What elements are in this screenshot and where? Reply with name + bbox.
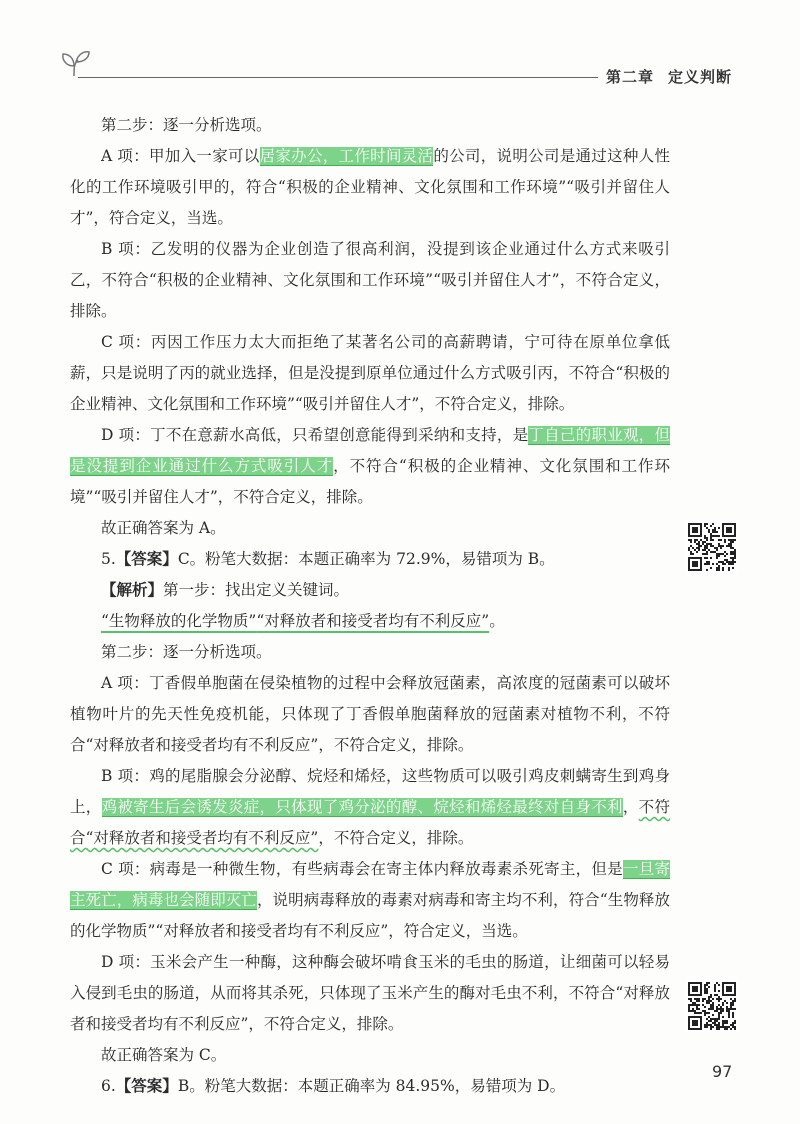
q4-answer: 故正确答案为 A。 [101, 519, 226, 537]
q5-analysis-line: 【解析】第一步：找出定义关键词。 [101, 581, 350, 599]
chapter-title: 第二章 定义判断 [606, 68, 733, 86]
q5-option-b: B 项：鸡的尾脂腺会分泌醇、烷烃和烯烃，这些物质可以吸引鸡皮刺螨寄生到鸡身上，鸡被寄生后会诱发炎症，只体现了鸡分泌的醇、烷烃和烯烃最终对自身不利，不符合“对释放者和接受者均有不利反应”，不符合定义，排除。 [70, 767, 670, 847]
q5-option-c: C 项：病毒是一种微生物，有些病毒会在寄主体内释放毒素杀死寄主，但是一旦寄主死亡，病毒也会随即灭亡，说明病毒释放的毒素对病毒和寄主均不利，符合“生物释放的化学物质”“对释放者和接受者均有不利反应”，符合定义，当选。 [70, 860, 670, 940]
q5-step2: 第二步：逐一分析选项。 [101, 643, 272, 661]
qr-code-icon[interactable] [686, 521, 738, 573]
highlight: 丁自己的职业观，但是没提到企业通过什么方式吸引人才 [70, 426, 670, 475]
q4-option-a: A 项：甲加入一家可以居家办公，工作时间灵活的公司，说明公司是通过这种人性化的工作环境吸引甲的，符合“积极的企业精神、文化氛围和工作环境”“吸引并留住人才”，符合定义，当选。 [70, 147, 670, 227]
qr-code-icon[interactable] [686, 980, 738, 1032]
answer-tag: 【答案】 [115, 1077, 178, 1095]
q4-option-c: C 项：丙因工作压力太大而拒绝了某著名公司的高薪聘请，宁可待在原单位拿低薪，只是说明了丙的就业选择，但是没提到原单位通过什么方式吸引丙，不符合“积极的企业精神、文化氛围和工作环境”“吸引并留住人才”，不符合定义，排除。 [70, 333, 670, 413]
q6-answer-line: 6.【答案】B。粉笔大数据：本题正确率为 84.95%，易错项为 D。 [101, 1077, 566, 1095]
page-number: 97 [712, 1062, 733, 1081]
q5-option-a: A 项：丁香假单胞菌在侵染植物的过程中会释放冠菌素，高浓度的冠菌素可以破坏植物叶片的先天性免疫机能，只体现了丁香假单胞菌释放的冠菌素对植物不利，不符合“对释放者和接受者均有不利反应”，不符合定义，排除。 [70, 674, 670, 754]
leaf-sprout-icon [56, 46, 92, 78]
q5-answer-line: 5.【答案】C。粉笔大数据：本题正确率为 72.9%，易错项为 B。 [101, 550, 555, 568]
page-body [70, 110, 670, 1102]
answer-tag: 【答案】 [115, 550, 178, 568]
q5-option-d: D 项：玉米会产生一种酶，这种酶会破坏啃食玉米的毛虫的肠道，让细菌可以轻易入侵到毛虫的肠道，从而将其杀死，只体现了玉米产生的酶对毛虫不利，不符合“对释放者和接受者均有不利反应”，不符合定义，排除。 [70, 953, 670, 1033]
highlight: 居家办公，工作时间灵活 [259, 147, 434, 165]
q5-answer: 故正确答案为 C。 [101, 1046, 227, 1064]
q4-step2: 第二步：逐一分析选项。 [101, 116, 272, 134]
highlight: 鸡被寄生后会诱发炎症，只体现了鸡分泌的醇、烷烃和烯烃最终对自身不利 [101, 798, 623, 816]
header-rule [78, 77, 598, 78]
analysis-tag: 【解析】 [101, 581, 164, 599]
q5-keywords: “生物释放的化学物质”“对释放者和接受者均有不利反应”。 [101, 612, 505, 630]
q4-option-b: B 项：乙发明的仪器为企业创造了很高利润，没提到该企业通过什么方式来吸引乙，不符合“积极的企业精神、文化氛围和工作环境”“吸引并留住人才”，不符合定义，排除。 [70, 240, 670, 320]
page-header [0, 0, 800, 100]
q4-option-d: D 项：丁不在意薪水高低，只希望创意能得到采纳和支持，是丁自己的职业观，但是没提到企业通过什么方式吸引人才，不符合“积极的企业精神、文化氛围和工作环境”“吸引并留住人才”，不符合定义，排除。 [70, 426, 670, 506]
highlight: 一旦寄主死亡，病毒也会随即灭亡 [70, 860, 670, 909]
